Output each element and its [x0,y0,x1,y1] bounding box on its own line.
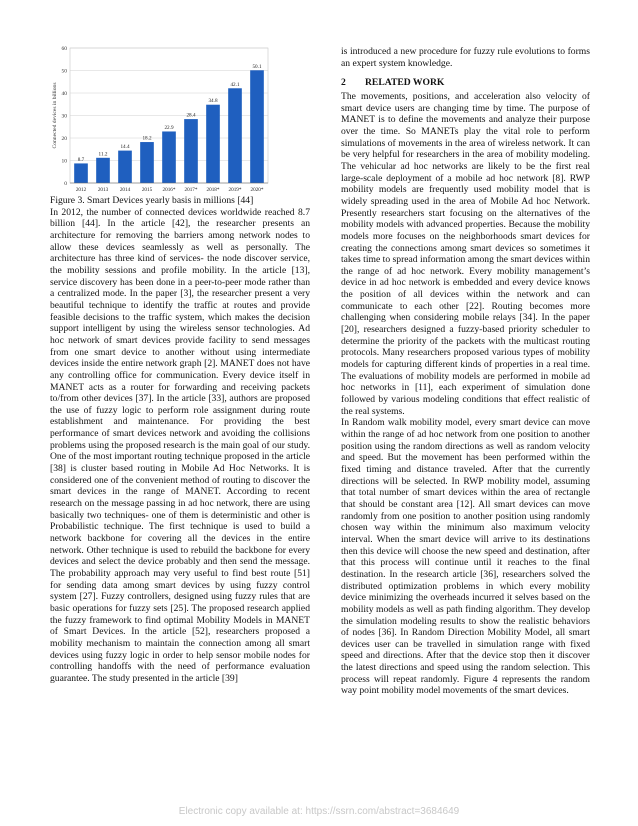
y-tick-label: 0 [64,181,67,187]
x-tick-label: 2020* [250,187,264,193]
bar-chart [50,40,272,195]
bar-value-label: 28.4 [186,112,196,119]
x-tick-label: 2019* [228,187,242,193]
x-tick-label: 2014 [119,187,131,193]
left-paragraph: In 2012, the number of connected devices worldwide reached 8.7 billion [44]. In the article [42], the researcher presents an architecture for removing the barriers among network nodes to allow these devices seamlessly as well as personally. The architecture has three kind of services- the node discover service, the mobility sessions and profile mobility. In the article [13], service discovery has been done in a peer-to-peer mode rather than a centralized mode. In the paper [3], the researcher present a very beautiful technique to identify the traffic at routes and provide feasible decisions to the traffic system, which makes the decision support intelligent by using the wireless sensor technologies. Ad hoc network of smart devices provide facility to send messages from one smart device to another without using intermediate devices inside the entire network graph [2]. MANET does not have any controlling office for communication. Every device itself in MANET acts as a router for forwarding and receiving packets to/from other devices [37]. In the article [33], authors are proposed the use of fuzzy logic to perform role assignment during route establishment and maintenance. For providing the best performance of smart devices network and avoiding the collisions problems using the proposed research is the main goal of our study. One of the most important routing technique proposed in the article [38] is cluster based routing in Mobile Ad Hoc Networks. It is considered one of the convenient method of routing to discover the smart devices in the range of MANET. According to recent research on the message passing in ad hoc network, there are using basically two techniques- one of them is deterministic and other is Probabilistic technique. The first technique is used to build a network backbone for covering all the devices in the entire network. Other technique is used to rebuild the backbone for every devices and select the device probably and then send the message. The probability approach may very useful to find best route [51] for sending data among smart devices by using fuzzy control system [27]. Fuzzy controllers, designed using fuzzy rules that are basic operations for fuzzy sets [25]. The proposed research applied the fuzzy framework to find optimal Mobility Models in MANET of Smart Devices. In the article [52], researchers proposed a mobility mechanism to maintain the connection among all smart devices using fuzzy logic in order to help sensor mobile nodes for controlling handoffs with the need of performance evaluation guarantee. The study presented in the article [39] [50,206,310,684]
y-tick-label: 50 [61,68,67,75]
bar [206,105,220,183]
x-tick-label: 2015 [141,187,153,193]
bar [140,142,154,183]
y-tick-label: 30 [61,113,67,120]
x-tick-label: 2012 [75,187,87,193]
x-tick-label: 2016* [162,187,176,193]
figure-caption: Figure 3. Smart Devices yearly basis in millions [44] [50,195,254,206]
x-tick-label: 2017* [184,187,198,193]
related-work-paragraph-2: In Random walk mobility model, every smart device can move within the range of ad hoc network from one position to another position using the random directions as well as random velocity and speed. But the movement has been performed within the fixed timing and distance traveled. After that the currently directions will be selected. In RWP mobility model, assuming that total number of smart devices within the area of rectangle that should be constant area [12]. All smart devices can move randomly from one position to another position using randomly chosen way within the minimum also maximum velocity interval. When the smart device will arrive to its destinations then this device will choose the new speed and destination, after that this process will continue until it reaches to the final destination. In the research article [36], researchers solved the distributed optimization problems in which every mobility device minimizing the overheads incurred it selves based on the mobility models as well as path finding algorithm. They develop the simulation modeling results to show the realistic behaviors of nodes [36]. In Random Direction Mobility Model, all smart devices user can be travelled in simulation range with fixed speed and directions. After that the device stop then it discover the latest directions and speed using the random selection. This process will repeat randomly. Figure 4 represents the random way point mobility model movements of the smart devices. [341,417,590,697]
y-tick-label: 60 [61,46,67,52]
bar-value-label: 34.8 [208,98,218,105]
bar-value-label: 22.9 [164,124,174,131]
x-tick-label: 2013 [97,187,109,193]
y-tick-label: 10 [61,158,67,165]
section-heading [341,77,590,89]
bar [74,163,88,183]
intro-paragraph: is introduced a new procedure for fuzzy rule evolutions to forms an expert system knowledge. [341,46,590,69]
bar-value-label: 18.2 [142,135,152,142]
left-column [50,40,310,685]
bar [118,151,132,183]
y-axis-label: Connected devices in billions [52,82,58,149]
y-tick-label: 20 [61,136,67,142]
bar-value-label: 14.4 [120,144,130,151]
bar-value-label: 11.2 [98,151,108,158]
bar-value-label: 50.1 [252,63,262,70]
bar [184,119,198,183]
right-column [341,46,590,697]
bar [228,88,242,183]
section-number: 2 [341,77,346,89]
ssrn-footer: Electronic copy available at: https://ssrn.com/abstract=3684649 [178,806,460,817]
bar [96,158,110,183]
x-tick-label: 2018* [206,187,220,193]
bar [250,70,264,183]
y-tick-label: 40 [61,91,67,97]
figure-3-chart [50,40,272,195]
bar-value-label: 8.7 [77,156,85,163]
related-work-paragraph-1: The movements, positions, and acceleration also velocity of smart device users are changing time by time. The purpose of MANET is to define the movements and analyze their purpose over the time. So MANETs play the vital role to perform simulations of movements in the area of wireless network. It can be very helpful for researchers in the area of mobility modeling. The vehicular ad hoc networks are likely to be the first real large-scale deployment of a mobile ad hoc network [8]. RWP mobility models are frequently used mobility model that is widely spreading used in the area of Mobile Ad hoc Network. Presently researchers start focusing on the alternatives of the mobility models with advanced properties. Because the mobility models more focuses on the neighborhoods smart devices for creating the connections among smart devices so sometimes it takes time to spread information among the smart devices within the range of ad hoc network. Every mobility management’s device in ad hoc network is embedded and every device knows the position of all devices within the network and can communicate to each other [22]. Routing becomes more challenging when considering mobile relays [34]. In the paper [20], researchers designed a fuzzy-based priority scheduler to determine the priority of the packets with the multicast routing protocols. Many researchers proposed various types of mobility models for capturing different kinds of properties in a real time. The evaluations of mobility models are performed in mobile ad hoc networks in [11], each experiment of simulation done followed by various modeling conditions that effect realistic of the real systems. [341,90,590,417]
section-title: RELATED WORK [365,77,445,89]
bar-value-label: 42.1 [230,81,240,88]
bar [162,131,176,183]
